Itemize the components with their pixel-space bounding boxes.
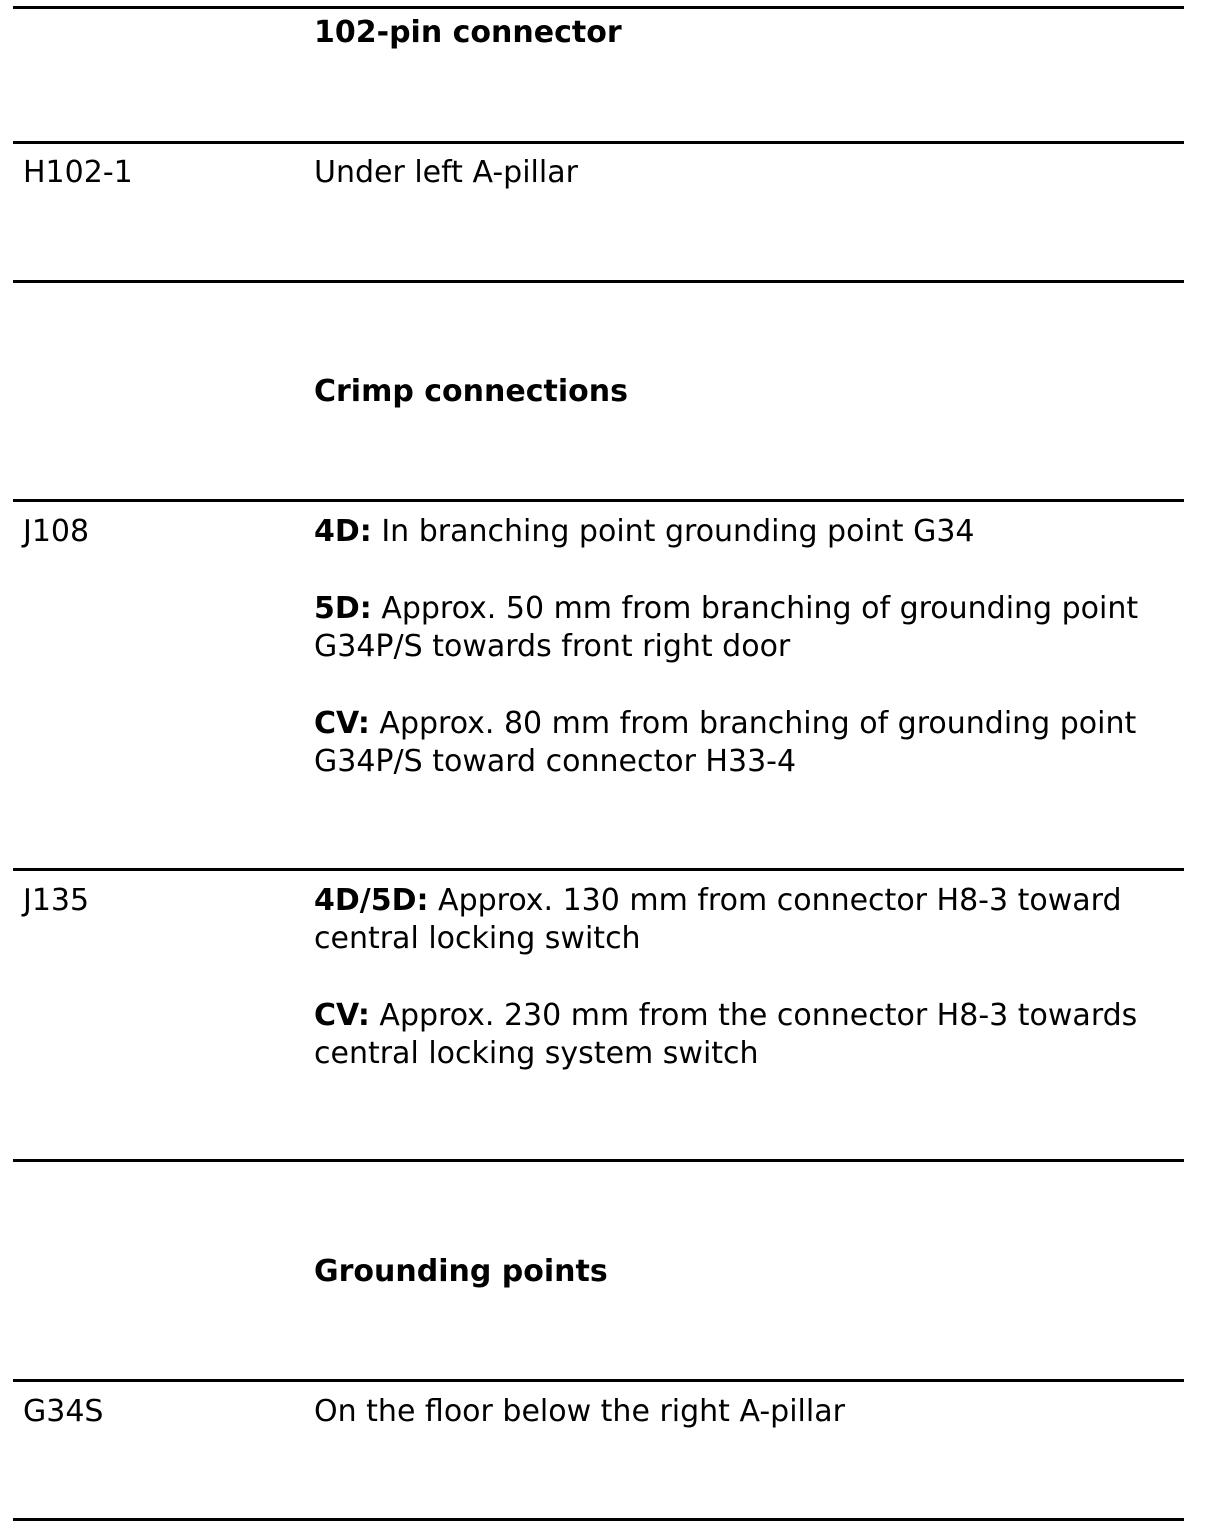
entry-text: Approx. 50 mm from branching of grounding point G34P/S towards front right door [314, 591, 1139, 664]
entry-j135-cv [314, 997, 1184, 1073]
entry-label: CV: [314, 706, 370, 741]
entry-text: Approx. 230 mm from the connector H8-3 towards central locking system switch [314, 998, 1138, 1071]
section-heading-102-pin-connector: 102-pin connector [314, 15, 622, 50]
entry-j108-5d [314, 590, 1184, 666]
entry-label: CV: [314, 998, 370, 1033]
entry-label: 4D: [314, 514, 372, 549]
row-desc-j135 [314, 882, 1184, 1073]
entry-text: In branching point grounding point G34 [371, 514, 975, 549]
table-rule [13, 1518, 1184, 1521]
section-heading-grounding-points: Grounding points [314, 1254, 608, 1289]
table-rule [13, 141, 1184, 144]
row-desc-h102-1: Under left A-pillar [314, 155, 578, 190]
row-code-g34s: G34S [23, 1394, 104, 1429]
entry-j108-4d [314, 513, 1184, 551]
row-code-j135: J135 [23, 883, 90, 918]
table-rule [13, 1379, 1184, 1382]
row-desc-g34s: On the floor below the right A-pillar [314, 1394, 845, 1429]
entry-text: Approx. 80 mm from branching of grounding point G34P/S toward connector H33-4 [314, 706, 1137, 779]
entry-j135-4d5d [314, 882, 1184, 958]
entry-text: Approx. 130 mm from connector H8-3 toward central locking switch [314, 883, 1122, 956]
entry-j108-cv [314, 705, 1184, 781]
row-code-h102-1: H102-1 [23, 155, 133, 190]
table-rule [13, 1159, 1184, 1162]
table-rule [13, 280, 1184, 283]
entry-label: 5D: [314, 591, 372, 626]
row-code-j108: J108 [23, 514, 90, 549]
table-rule [13, 868, 1184, 871]
row-desc-j108 [314, 513, 1184, 781]
table-rule [13, 6, 1184, 9]
section-heading-crimp-connections: Crimp connections [314, 374, 628, 409]
table-rule [13, 499, 1184, 502]
entry-label: 4D/5D: [314, 883, 429, 918]
